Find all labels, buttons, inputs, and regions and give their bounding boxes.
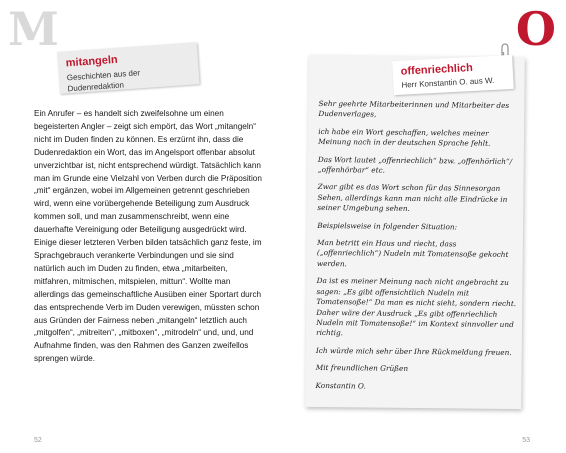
right-page	[283, 0, 566, 453]
page-number-left: 52	[34, 437, 42, 444]
letter-paragraph: Ich würde mich sehr über Ihre Rückmeldung freuen.	[315, 345, 512, 357]
letter-paragraph: Sehr geehrte Mitarbeiterinnen und Mitarbeiter des Dudenverlages,	[318, 98, 510, 119]
letter-paragraph: ich habe ein Wort geschaffen, welches meiner Meinung nach in der deutschen Sprache fehlt.	[318, 126, 491, 148]
section-letter-m: M	[8, 2, 59, 56]
entry-tag-offenriechlich	[392, 55, 514, 95]
entry-subtitle: Geschichten aus der Dudenredaktion	[66, 68, 141, 94]
letter-paragraph: Man betritt ein Haus und riecht, dass („offenriechlich“) Nudeln mit Tomatensoße gekocht werden.	[316, 238, 509, 269]
letter-paragraph: Zwar gibt es das Wort schon für das Sinnesorgan Sehen, allerdings kann man nicht alle Eindrücke in seiner Umgebung sehen.	[317, 182, 508, 214]
entry-subtitle: Herr Konstantin O. aus W.	[401, 75, 495, 90]
body-text	[34, 108, 266, 366]
letter-signature: Konstantin O.	[315, 380, 366, 391]
entry-tag-mitangeln	[57, 42, 200, 94]
letter-text	[315, 99, 518, 400]
entry-title: offenriechlich	[400, 61, 474, 78]
entry-title: mitangeln	[65, 53, 119, 70]
page-number-right: 53	[522, 437, 530, 444]
letter-paragraph: Beispielsweise in folgender Situation:	[317, 220, 458, 232]
section-letter-o: O	[515, 2, 556, 56]
letter-paragraph: Da ist es meiner Meinung nach nicht angebracht zu sagen: „Es gibt offensichtlich Nudeln mit Tomatensoße!“ Da man es nicht sieht, sondern riecht. Daher wäre der Ausdruck „Es gibt offenriechlich Nudeln mit Tomatensoße!“ im Kontext sinnvoller und richtig.	[316, 276, 517, 338]
letter-paragraph: Das Wort lautet „offenriechlich“ bzw. „offenhörlich“/ „offenhörbar“ etc.	[317, 154, 513, 175]
letter-paragraph: Mit freundlichen Grüßen	[315, 363, 409, 374]
body-paragraph: Ein Anrufer – es handelt sich zweifelsohne um einen begeisterten Angler – zeigt sich empört, das Wort „mitangeln“ nicht im Duden finden zu können. Es erzürnt ihn, dass die Dudenredaktion ein Wort, das im Angelsport offenbar absolut unverzichtbar ist, nicht entsprechend würdigt. Tatsächlich kann man im Grunde eine Vielzahl von Verben durch die Präposition „mit“ ergänzen, wobei im Allgemeinen getrennt geschrieben wird, wenn eine vorübergehende Beteiligung zum Ausdruck kommen soll, und man zusammenschreibt, wenn eine dauerhafte Vereinigung oder Beteiligung ausgedrückt wird. Einige dieser letzteren Verben bilden tatsächlich ganz feste, im Sprachgebrauch verankerte Verbindungen und sie sind natürlich auch im Duden zu finden, etwa „mitarbeiten, mitfahren, mitmischen, mitspielen, mittun“. Wollte man allerdings das gemeinschaftliche Ausüben einer Sportart durch das entsprechende Verb im Duden verewigen, müssten schon aus Gründen der Fairness neben „mitangeln“ letztlich auch „mitgolfen“, „mitreiten“, „mitboxen“, „mitrodeln“ und, und, und Aufnahme finden, was den Rahmen des Ganzen zweifellos sprengen würde.	[34, 109, 262, 364]
